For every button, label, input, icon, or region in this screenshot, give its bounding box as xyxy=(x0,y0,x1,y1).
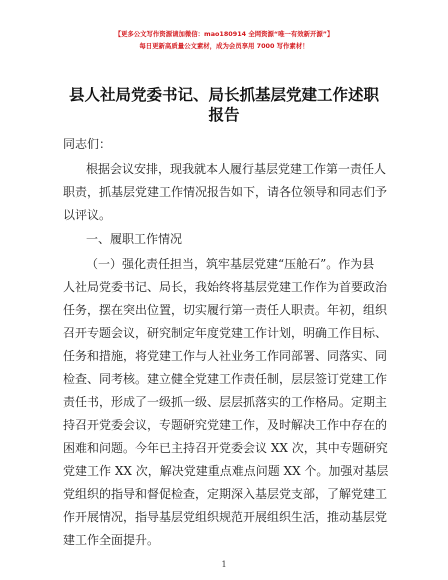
page-number: 1 xyxy=(221,560,227,569)
paragraph-2-line-11: 党组织的指导和督促检查，定期深入基层党支部，了解党建工 xyxy=(63,487,388,501)
section-heading-1: 一、履职工作情况 xyxy=(86,232,183,246)
paragraph-1-line-1: 根据会议安排，现我就本人履行基层党建工作第一责任人 xyxy=(86,162,387,176)
paragraph-2-line-6: 检查、同考核。建立健全党建工作责任制，层层签订党建工作 xyxy=(63,372,388,386)
document-title-line-1: 县人社局党委书记、局长抓基层党建工作述职 xyxy=(68,86,379,104)
paragraph-2-line-12: 作开展情况，指导基层党组织规范开展组织生活，推动基层党 xyxy=(63,510,388,524)
paragraph-2-line-2: 人社局党委书记、局长，我始终将基层党建工作作为首要政治 xyxy=(63,280,388,294)
salutation: 同志们： xyxy=(63,137,112,151)
paragraph-2-line-4: 召开专题会议，研究制定年度党建工作计划，明确工作目标、 xyxy=(63,326,388,340)
document-title-line-2: 报告 xyxy=(208,106,240,124)
paragraph-1-line-2: 职责，抓基层党建工作情况报告如下，请各位领导和同志们予 xyxy=(63,185,388,199)
paragraph-2-line-9: 困难和问题。今年已主持召开党委会议 XX 次，其中专题研究 xyxy=(63,441,388,455)
paragraph-1-line-3: 以评议。 xyxy=(63,208,112,222)
paragraph-2-line-8: 持召开党委会议，专题研究党建工作，及时解决工作中存在的 xyxy=(63,418,388,432)
paragraph-2-line-3: 任务，摆在突出位置，切实履行第一责任人职责。年初，组织 xyxy=(63,303,388,317)
paragraph-2-line-1: （一）强化责任担当，筑牢基层党建“压舱石”。作为县 xyxy=(86,257,375,271)
paragraph-2-line-7: 责任书，形成了一级抓一级、层层抓落实的工作格局。定期主 xyxy=(63,395,388,409)
paragraph-2-line-5: 任务和措施，将党建工作与人社业务工作同部署、同落实、同 xyxy=(63,349,388,363)
paragraph-2-line-13: 建工作全面提升。 xyxy=(63,533,160,547)
promo-banner-line-1: 【更多公文写作资源请加微信：mao180914 全网资源“唯一有效新开源”】 xyxy=(114,30,334,38)
paragraph-2-line-10: 党建工作 XX 次，解决党建重点难点问题 XX 个。加强对基层 xyxy=(63,464,389,478)
promo-banner-line-2: 每日更新高质量公文素材，成为会员享用 7000 写作素材！ xyxy=(139,42,309,50)
